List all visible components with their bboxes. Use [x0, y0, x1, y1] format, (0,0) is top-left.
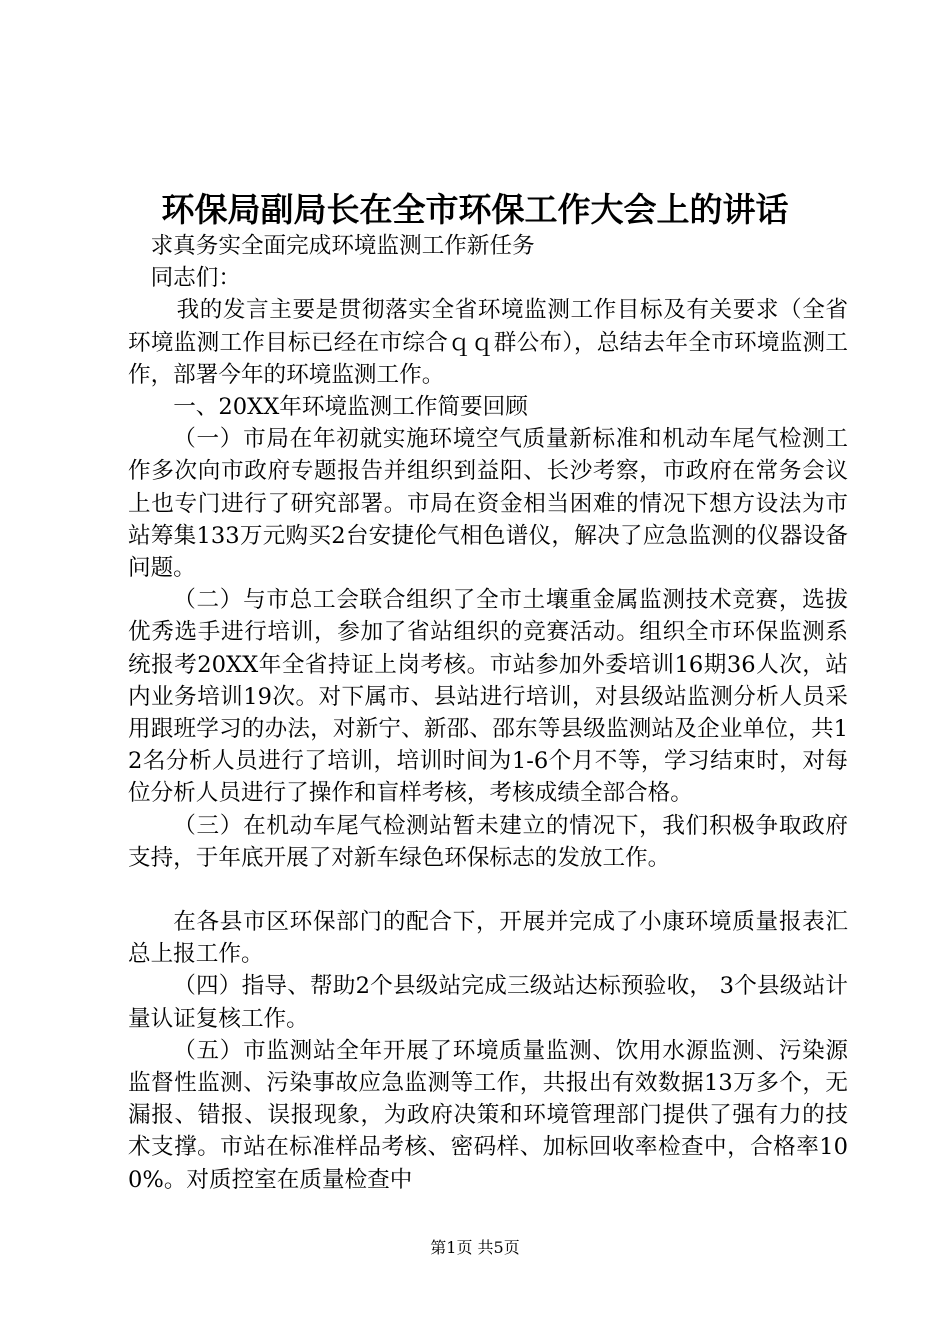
- paragraph-item-3: （三）在机动车尾气检测站暂未建立的情况下，我们积极争取政府支持，于年底开展了对新车绿色环保标志的发放工作。: [128, 812, 848, 871]
- document-body: [128, 230, 848, 1196]
- paragraph-item-2: （二）与市总工会联合组织了全市土壤重金属监测技术竞赛，选拔优秀选手进行培训，参加了省站组织的竞赛活动。组织全市环保监测系统报考20XX年全省持证上岗考核。市站参加外委培训16期36人次，站内业务培训19次。对下属市、县站进行培训，对县级站监测分析人员采用跟班学习的办法，对新宁、新邵、邵东等县级监测站及企业单位，共12名分析人员进行了培训，培训时间为1-6个月不等，学习结束时，对每位分析人员进行了操作和盲样考核，考核成绩全部合格。: [128, 587, 848, 807]
- paragraph-intro: 我的发言主要是贯彻落实全省环境监测工作目标及有关要求（全省环境监测工作目标已经在市综合ｑｑ群公布），总结去年全市环境监测工作，部署今年的环境监测工作。: [128, 297, 848, 388]
- page-number: 第1页 共5页: [430, 1238, 520, 1257]
- section-heading: 一、20XX年环境监测工作简要回顾: [173, 394, 528, 421]
- salutation: 同志们：: [150, 265, 241, 292]
- paragraph-item-1: （一）市局在年初就实施环境空气质量新标准和机动车尾气检测工作多次向市政府专题报告并组织到益阳、长沙考察，市政府在常务会议上也专门进行了研究部署。市局在资金相当困难的情况下想方设法为市站筹集133万元购买2台安捷伦气相色谱仪，解决了应急监测的仪器设备问题。: [128, 426, 848, 582]
- paragraph-item-4: （四）指导、帮助2个县级站完成三级站达标预验收， 3个县级站计量认证复核工作。: [128, 973, 848, 1032]
- paragraph-item-5: （五）市监测站全年开展了环境质量监测、饮用水源监测、污染源监督性监测、污染事故应急监测等工作，共报出有效数据13万多个，无漏报、错报、误报现象，为政府决策和环境管理部门提供了强有力的技术支撑。市站在标准样品考核、密码样、加标回收率检查中，合格率100%。对质控室在质量检查中: [128, 1037, 848, 1193]
- subtitle: 求真务实全面完成环境监测工作新任务: [150, 233, 535, 259]
- paragraph-county-report: 在各县市区环保部门的配合下，开展并完成了小康环境质量报表汇总上报工作。: [128, 909, 848, 968]
- document-title: 环保局副局长在全市环保工作大会上的讲话: [161, 190, 789, 229]
- blank-line: [128, 874, 848, 906]
